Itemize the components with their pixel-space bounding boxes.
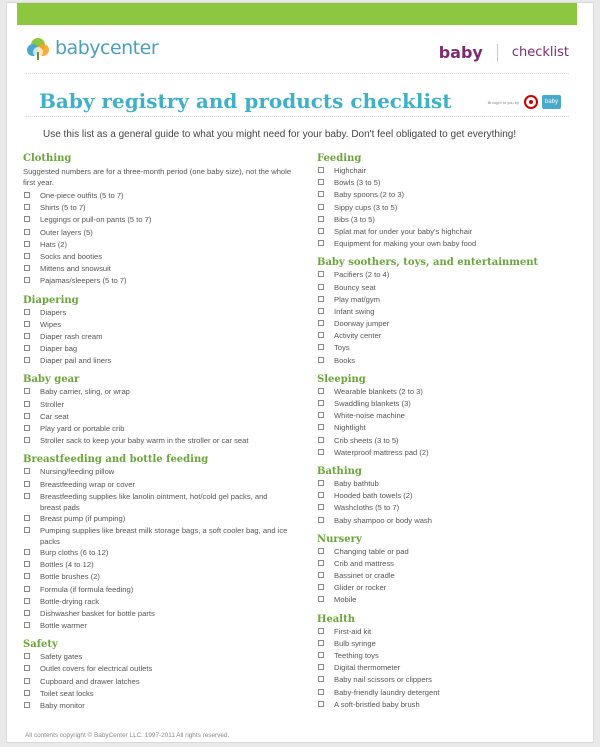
checkbox[interactable] — [318, 676, 324, 682]
checklist-item — [317, 422, 594, 434]
section-health — [317, 613, 594, 711]
checkbox[interactable] — [24, 357, 30, 363]
section-heading: Sleeping — [317, 373, 366, 385]
section-clothing — [23, 152, 305, 288]
checklist-item-label: Bowls (3 to 5) — [334, 178, 381, 188]
checklist-item — [23, 423, 305, 435]
checklist-item — [317, 386, 594, 398]
checklist-item-label: Bulb syringe — [334, 638, 376, 648]
checklist-item-label: Stroller sack to keep your baby warm in the stroller or car seat — [40, 436, 249, 446]
checklist-item-label: Cupboard and drawer latches — [40, 676, 140, 686]
checklist-item-label: Books — [334, 355, 356, 365]
section-heading: Breastfeeding and bottle feeding — [23, 454, 209, 466]
brand-baby: baby — [438, 43, 483, 62]
checklist-item — [317, 202, 594, 214]
checkbox[interactable] — [24, 321, 30, 327]
checklist-item — [23, 214, 305, 226]
checklist-item-label: Baby nail scissors or clippers — [334, 675, 432, 685]
checklist-item-label: Bottle brushes (2) — [40, 572, 100, 582]
checkbox[interactable] — [24, 437, 30, 443]
checkbox[interactable] — [318, 412, 324, 418]
checklist-item-label: Shirts (5 to 7) — [40, 203, 86, 213]
checkbox[interactable] — [24, 333, 30, 339]
checkbox[interactable] — [318, 332, 324, 338]
checklist-item — [23, 263, 305, 275]
checklist-item-label: Formula (if formula feeding) — [40, 584, 134, 594]
checklist-item — [23, 688, 305, 700]
checklist-item — [23, 355, 305, 367]
checklist-item — [23, 559, 305, 571]
checklist-item — [23, 411, 305, 423]
checklist-item — [23, 331, 305, 343]
section-heading: Health — [317, 613, 355, 625]
checkbox[interactable] — [24, 515, 30, 521]
checkbox[interactable] — [318, 596, 324, 602]
checklist-item-label: Play yard or portable crib — [40, 424, 125, 433]
checklist-item — [317, 214, 594, 226]
checklist-item-label: Waterproof mattress pad (2) — [334, 447, 429, 457]
checkbox[interactable] — [318, 584, 324, 590]
checklist-item — [317, 342, 594, 354]
checklist-item — [317, 355, 594, 367]
checkbox[interactable] — [24, 192, 30, 198]
checklist-item-label: Swaddling blankets (3) — [334, 399, 411, 408]
checkbox[interactable] — [24, 493, 30, 499]
checkbox[interactable] — [318, 204, 324, 210]
section-heading: Clothing — [23, 153, 72, 164]
checkbox[interactable] — [24, 265, 30, 271]
checklist-item-label: Crib and mattress — [334, 558, 394, 568]
checkbox[interactable] — [318, 689, 324, 695]
checklist-item — [23, 466, 305, 478]
checklist-item-label: Burp cloths (6 to 12) — [40, 547, 109, 557]
checklist-item-label: Baby spoons (2 to 3) — [334, 190, 405, 200]
checklist-item-label: Pumping supplies like breast milk storage bags, a soft cooler bag, and ice packs — [40, 525, 288, 546]
checklist-item — [317, 490, 594, 502]
checklist-item — [317, 306, 594, 318]
checkbox[interactable] — [318, 388, 324, 394]
checklist-item-label: Bottle-drying rack — [40, 596, 100, 606]
checklist-item-label: A soft-bristled baby brush — [334, 699, 420, 709]
checklist-item — [317, 435, 594, 447]
checklist-item — [23, 663, 305, 675]
checkbox[interactable] — [318, 652, 324, 658]
checklist-item — [23, 571, 305, 583]
checkbox[interactable] — [318, 701, 324, 707]
checklist-item-label: Bottle warmer — [40, 621, 87, 631]
checklist-item — [317, 478, 594, 490]
checkbox[interactable] — [318, 228, 324, 234]
section-breastfeeding-and-bottle-feeding — [23, 453, 305, 632]
checklist-item-label: Safety gates — [40, 652, 83, 662]
checkbox[interactable] — [24, 561, 30, 567]
right-column — [317, 152, 594, 717]
checklist-item — [317, 638, 594, 650]
checklist-item-label: First-aid kit — [334, 626, 372, 636]
intro-text: Use this list as a general guide to what you might need for your baby. Don't feel obligated to get everything! — [43, 129, 517, 140]
section-heading: Feeding — [317, 153, 362, 164]
checklist-item — [23, 202, 305, 214]
checkbox[interactable] — [318, 271, 324, 277]
checklist-item-label: Splat mat for under your baby's highchair — [334, 226, 473, 236]
section-diapering — [23, 294, 305, 368]
checklist-item — [23, 435, 305, 447]
checklist-item — [317, 177, 594, 189]
checklist-item — [23, 307, 305, 319]
section-safety — [23, 638, 305, 712]
checklist-item — [317, 318, 594, 330]
checklist-item-label: Glider or rocker — [334, 583, 387, 593]
checkbox[interactable] — [24, 204, 30, 210]
checklist-item-label: Equipment for making your own baby food — [334, 239, 477, 249]
checkbox[interactable] — [24, 309, 30, 315]
checkbox[interactable] — [24, 549, 30, 555]
section-heading: Diapering — [23, 294, 79, 306]
checklist-item — [23, 525, 305, 547]
checkbox[interactable] — [24, 413, 30, 419]
checklist-item-label: Pacifiers (2 to 4) — [334, 270, 390, 280]
checkbox[interactable] — [24, 665, 30, 671]
checklist-item — [23, 491, 305, 513]
checklist-item — [317, 330, 594, 342]
checkbox[interactable] — [24, 345, 30, 351]
checklist-item-label: Diaper rash cream — [40, 331, 103, 341]
checklist-item-label: Car seat — [40, 411, 69, 421]
checklist-item — [317, 674, 594, 686]
checklist-item — [317, 650, 594, 662]
checklist-item — [23, 513, 305, 525]
checkbox[interactable] — [318, 517, 324, 523]
checklist-item — [317, 502, 594, 514]
checkbox[interactable] — [24, 401, 30, 407]
checkbox[interactable] — [318, 308, 324, 314]
checklist-item-label: Bassinet or cradle — [334, 571, 395, 581]
checkbox[interactable] — [318, 167, 324, 173]
sponsor-baby-tag: baby — [542, 95, 561, 109]
brand-divider — [497, 44, 498, 62]
checklist-item-label: Infant swing — [334, 306, 375, 316]
checklist-item — [317, 582, 594, 594]
checklist-item — [23, 239, 305, 251]
checklist-item-label: Diaper pail and liners — [40, 356, 112, 366]
checklist-item — [317, 594, 594, 606]
checklist-item — [23, 596, 305, 608]
checklist-item-label: Changing table or pad — [334, 546, 409, 556]
section-heading: Bathing — [317, 465, 362, 477]
header-divider — [25, 73, 569, 74]
page-title: Baby registry and products checklist — [39, 89, 452, 113]
title-divider — [25, 116, 569, 117]
checklist-item — [317, 699, 594, 711]
checkbox[interactable] — [24, 690, 30, 696]
checklist-item-label: Crib sheets (3 to 5) — [334, 435, 399, 445]
checklist-item-label: Pajamas/sleepers (5 to 7) — [40, 276, 127, 286]
section-sleeping — [317, 373, 594, 459]
checkbox[interactable] — [318, 240, 324, 246]
checklist-item — [317, 189, 594, 201]
checkbox[interactable] — [24, 702, 30, 708]
checkbox[interactable] — [24, 229, 30, 235]
checklist-item — [23, 275, 305, 287]
section-baby-gear — [23, 373, 305, 447]
top-accent-bar — [17, 3, 577, 25]
checklist-item-label: Baby bathtub — [334, 478, 379, 488]
checkbox[interactable] — [318, 480, 324, 486]
checkbox[interactable] — [318, 572, 324, 578]
brand-label — [439, 43, 569, 62]
checkbox[interactable] — [318, 179, 324, 185]
checkbox[interactable] — [318, 424, 324, 430]
checkbox[interactable] — [318, 357, 324, 363]
checklist-item-label: Nightlight — [334, 423, 366, 433]
left-column — [23, 152, 305, 718]
checklist-item-label: Wearable blankets (2 to 3) — [334, 386, 423, 396]
checklist-item-label: Toilet seat locks — [40, 688, 94, 698]
checklist-item-label: Bouncy seat — [334, 282, 376, 292]
checkbox[interactable] — [24, 610, 30, 616]
checklist-item-label: Dishwasher basket for bottle parts — [40, 608, 155, 618]
checklist-item-label: Outlet covers for electrical outlets — [40, 664, 153, 674]
checklist-item — [317, 294, 594, 306]
logo-wordmark: babycenter — [55, 37, 159, 59]
checklist-item — [317, 546, 594, 558]
checkbox[interactable] — [318, 320, 324, 326]
checklist-page — [6, 2, 594, 743]
checklist-item-label: Washcloths (5 to 7) — [334, 503, 400, 513]
checkbox[interactable] — [318, 664, 324, 670]
checklist-item — [23, 620, 305, 632]
checklist-item — [317, 226, 594, 238]
checklist-item — [317, 410, 594, 422]
checklist-item-label: Diaper bag — [40, 344, 78, 354]
checkbox[interactable] — [24, 678, 30, 684]
section-heading: Nursery — [317, 533, 362, 545]
section-heading: Baby soothers, toys, and entertainment — [317, 257, 539, 269]
checkbox[interactable] — [318, 344, 324, 350]
checkbox[interactable] — [318, 296, 324, 302]
checkbox[interactable] — [318, 400, 324, 406]
section-heading: Safety — [23, 639, 58, 651]
section-heading: Baby gear — [23, 374, 80, 386]
checklist-item-label: White-noise machine — [334, 411, 405, 421]
checklist-item-label: Leggings or pull-on pants (5 to 7) — [40, 215, 152, 225]
checklist-item — [317, 238, 594, 250]
checklist-item-label: Highchair — [334, 166, 367, 175]
checklist-item-label: Wipes — [40, 319, 62, 329]
checklist-item — [23, 227, 305, 239]
checklist-item — [23, 676, 305, 688]
checkbox[interactable] — [24, 653, 30, 659]
checklist-item-label: Breastfeeding wrap or cover — [40, 479, 135, 489]
section-bathing — [317, 465, 594, 527]
checkbox[interactable] — [24, 253, 30, 259]
checkbox[interactable] — [24, 586, 30, 592]
checklist-item-label: Bottles (4 to 12) — [40, 560, 94, 570]
checkbox[interactable] — [24, 277, 30, 283]
sponsor-text: Brought to you by — [487, 99, 519, 105]
checkbox[interactable] — [318, 504, 324, 510]
checkbox[interactable] — [318, 628, 324, 634]
checklist-item-label: Mittens and snowsuit — [40, 264, 111, 274]
checklist-item-label: Toys — [334, 343, 350, 353]
checklist-item — [23, 547, 305, 559]
brand-checklist: checklist — [511, 45, 569, 60]
checklist-item — [317, 282, 594, 294]
checklist-item-label: Hats (2) — [40, 239, 68, 249]
section-feeding — [317, 152, 594, 250]
checklist-item — [23, 386, 305, 398]
checklist-item-label: One-piece outfits (5 to 7) — [40, 191, 124, 200]
checklist-item — [23, 651, 305, 663]
checklist-item — [317, 626, 594, 638]
checklist-item-label: Outer layers (5) — [40, 227, 93, 237]
section-baby-soothers-toys-and-entertainment — [317, 256, 594, 367]
checklist-item — [23, 608, 305, 620]
checklist-item-label: Baby shampoo or body wash — [334, 515, 432, 525]
checklist-item — [317, 515, 594, 527]
checklist-item — [317, 558, 594, 570]
section-note: Suggested numbers are for a three-month period (one baby size), not the whole first year. — [23, 167, 292, 187]
checklist-item-label: Sippy cups (3 to 5) — [334, 202, 398, 212]
checklist-item-label: Play mat/gym — [334, 294, 380, 304]
checklist-item — [317, 570, 594, 582]
checkbox[interactable] — [318, 548, 324, 554]
checklist-item — [317, 165, 594, 177]
checklist-item — [23, 700, 305, 712]
checklist-item-label: Socks and booties — [40, 251, 103, 261]
checklist-item-label: Diapers — [40, 307, 67, 317]
checklist-item — [317, 447, 594, 459]
checkbox[interactable] — [318, 216, 324, 222]
checkbox[interactable] — [24, 622, 30, 628]
babycenter-logo-icon — [25, 35, 51, 61]
checkbox[interactable] — [318, 492, 324, 498]
checkbox[interactable] — [24, 216, 30, 222]
babycenter-logo[interactable] — [25, 33, 158, 63]
checkbox[interactable] — [24, 598, 30, 604]
section-nursery — [317, 533, 594, 607]
checkbox[interactable] — [318, 640, 324, 646]
checklist-item-label: Baby carrier, sling, or wrap — [40, 387, 130, 397]
checklist-item — [317, 269, 594, 281]
checklist-item-label: Digital thermometer — [334, 663, 401, 673]
checklist-item — [23, 251, 305, 263]
checkbox[interactable] — [318, 284, 324, 290]
checklist-item — [23, 190, 305, 202]
copyright-footer: All contents copyright © BabyCenter LLC. 1997-2011 All rights reserved. — [25, 732, 230, 739]
checkbox[interactable] — [24, 481, 30, 487]
checkbox[interactable] — [24, 388, 30, 394]
sponsor-badge — [488, 95, 561, 109]
checklist-item-label: Nursing/feeding pillow — [40, 467, 115, 477]
checkbox[interactable] — [318, 437, 324, 443]
checkbox[interactable] — [24, 425, 30, 431]
checklist-item-label: Teething toys — [334, 651, 379, 660]
checklist-item — [23, 343, 305, 355]
checklist-item — [23, 319, 305, 331]
checklist-item — [23, 399, 305, 411]
checklist-item-label: Stroller — [40, 399, 65, 409]
checklist-item-label: Bibs (3 to 5) — [334, 214, 375, 224]
checklist-item-label: Breastfeeding supplies like lanolin ointment, hot/cold gel packs, and breast pads — [40, 491, 268, 512]
checklist-item-label: Activity center — [334, 331, 382, 341]
checklist-item-label: Baby monitor — [40, 701, 85, 710]
checkbox[interactable] — [318, 560, 324, 566]
checklist-item — [317, 687, 594, 699]
checkbox[interactable] — [24, 527, 30, 533]
target-logo-icon — [524, 95, 538, 109]
checklist-item-label: Hooded bath towels (2) — [334, 491, 413, 501]
checkbox[interactable] — [24, 468, 30, 474]
checklist-item — [23, 479, 305, 491]
checklist-item — [317, 398, 594, 410]
checklist-item-label: Breast pump (if pumping) — [40, 513, 126, 523]
checklist-item — [317, 662, 594, 674]
checkbox[interactable] — [318, 191, 324, 197]
checklist-item-label: Baby-friendly laundry detergent — [334, 687, 440, 697]
checklist-item-label: Doorway jumper — [334, 319, 390, 329]
checkbox[interactable] — [24, 241, 30, 247]
checkbox[interactable] — [318, 449, 324, 455]
checkbox[interactable] — [24, 573, 30, 579]
checklist-item — [23, 584, 305, 596]
checklist-item-label: Mobile — [334, 595, 357, 605]
